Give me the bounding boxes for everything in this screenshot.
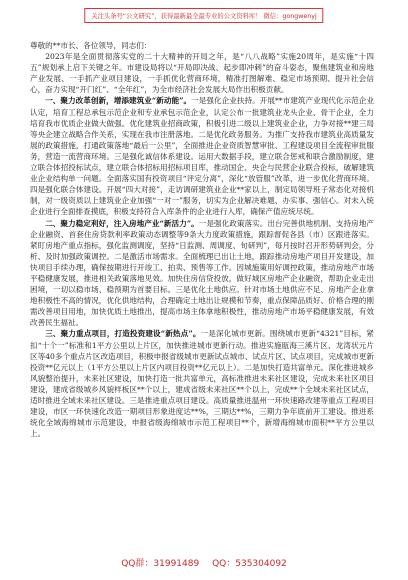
contact-footer xyxy=(0,556,408,569)
salutation: 尊敬的**市长、各位领导，同志们： xyxy=(30,41,152,50)
qq-number: QQ：535304092 xyxy=(212,559,287,569)
section-1-paragraph: 一、聚力改革创新，增添建筑业“新动能”。一是强化企业扶持。开展**市建筑产业现代化示范企业认定，培育工程总承包示范企业和专业承包示范企业，认定公布一批建筑业龙头企业、骨干企业，全力培育我市优质企业做大做强。优化建筑业招商政策，积极引进二级以上建筑业企业，力争对接**建三局等央企建立战略合作关系，实现在我市注册落地。二是优化政务服务。为推广支持我市建筑业高质量发展的政策措施，打通政策落地“最后一公里”，全面推进企业资质智慧审批、工程建设项目全流程审批服务，营造一流营商环境。三是强化诚信体系建设。运用大数据手段，建立联合惩戒和联合激励制度，建立联合体招投标试点，建立联合体招标用招标项目库，推动国企、央企与民营企业联合投标，破解建筑业企业结构单一问题。全面落实国有投资项目“评定分离”，深化“放管服”改革，进一步优化营商环境。四是强化联合体建设。开展“四大对接”，走访调研建筑业企业**家以上，制定局领导班子常态化对接机制，对一级资质以上建筑业企业加强“一对一”服务，切实为企业解决难题、办实事、强信心。对未入统企业进行全面排查摸底，积极支持符合入库条件的企业进行入库，确保产值应统尽统。 xyxy=(30,96,374,217)
qq-group: QQ群：31991489 xyxy=(121,559,200,569)
document-body xyxy=(30,40,374,439)
intro-paragraph: 2023年是全面贯彻落实党的二十大精神的开局之年，是“八八战略”实施20周年，是实施“十四五”规划承上启下关键之年。市建设局将以“开局即决战、起步即冲刺”的奋斗姿态，聚焦建筑业和房地产业发展、一手抓产业项目建设，一手抓优化营商环境，精准打图解难、稳定市场预期、提升社会信心，奋力实现“开门红”、“全年红”，为全市经济社会发展大局作出积极贡献。 xyxy=(30,52,374,95)
section-3-paragraph: 三、聚力重点项目，打造投资建设“新热点”。一是深化城市更新。围绕城市更新“4321”目标，紧扣“十个一”标准和1平方公里以上片区，加快推进城市更新行动。推进实施瓯海三溪片区、龙湾状元片区等40多个重点片区改造项目，积极申报省级城市更新试点城市、试点片区、试点项目，完成城市更新投资**亿元以上（1平方公里以上片区内项目投资**亿元以上）。二是加快打造共富单元。深化推进城乡风貌整治提升，未来社区建设，加快打造一批共富单元，高标准推进未来社区建设，完成未来社区项目建设，建成省级城乡风貌样板区**个以上，建成省级未来社区**个以上，完成**个全域未来社区试点，适时推进全域未来社区建设。三是推进重点项目建设。高质量推进温州一环快速路改建等重点工程项目建设，市区一环快速化改造一期项目形象进度达**%，三期达**%，三期力争年底前开工建设。推进系统化全域海绵城市示范建设，申报省级海绵城市示范工程项目**个，新增海绵城市面积**平方公里以上。 xyxy=(30,329,375,439)
section-1-heading: 一、聚力改革创新，增添建筑业“新动能”。 xyxy=(45,96,192,106)
section-2-paragraph: 二、聚力稳定利好，注入房地产业“新活力”。一是强化政策落实。出台完善供地机制、支持房地产企业融资、首套住房贷款利率政策动态调整等9条大力度政策措施，跟踪督促各县（市）区跟进落实。紧盯房地产重点指标，强化监测调度，坚持“日监测、周调度、旬研判”，每月按时召开形势研判会，分析、及时加强政策调控。二是激活市场需求。全面梳理已出让土地，跟踪推动房地产项目开发建设，加快项目手续办理，确保按期进行开竣工、拍卖、预售等工作。因城施策用好调控政策，推动房地产市场平稳健康发展，推进相关政策落地见效。加快住房信贷投放，做好城区房地产企业融资，帮助企业走出困境，一切以稳市场、稳预期为首要目标。三是优化土地供应。针对市场土地供应不足、房地产企业拿地积极性不高的情况，优化供地结构，合理确定土地出让规模和节奏，重点保障品质好、价格合理的刚需改善项目用地，加快优质土地推出，提高市场主体拿地积极性，推动房地产市场平稳健康发展，有效改善民生福祉。 xyxy=(30,218,375,328)
section-2-heading: 二、聚力稳定利好，注入房地产业“新活力”。 xyxy=(45,218,199,228)
section-3-heading: 三、聚力重点项目，打造投资建设“新热点”。 xyxy=(45,329,201,339)
promo-banner: 关注头条号“公文研究”，获得最新最全最专业的公文资料库！ 微信：gongwenyj xyxy=(84,8,323,23)
